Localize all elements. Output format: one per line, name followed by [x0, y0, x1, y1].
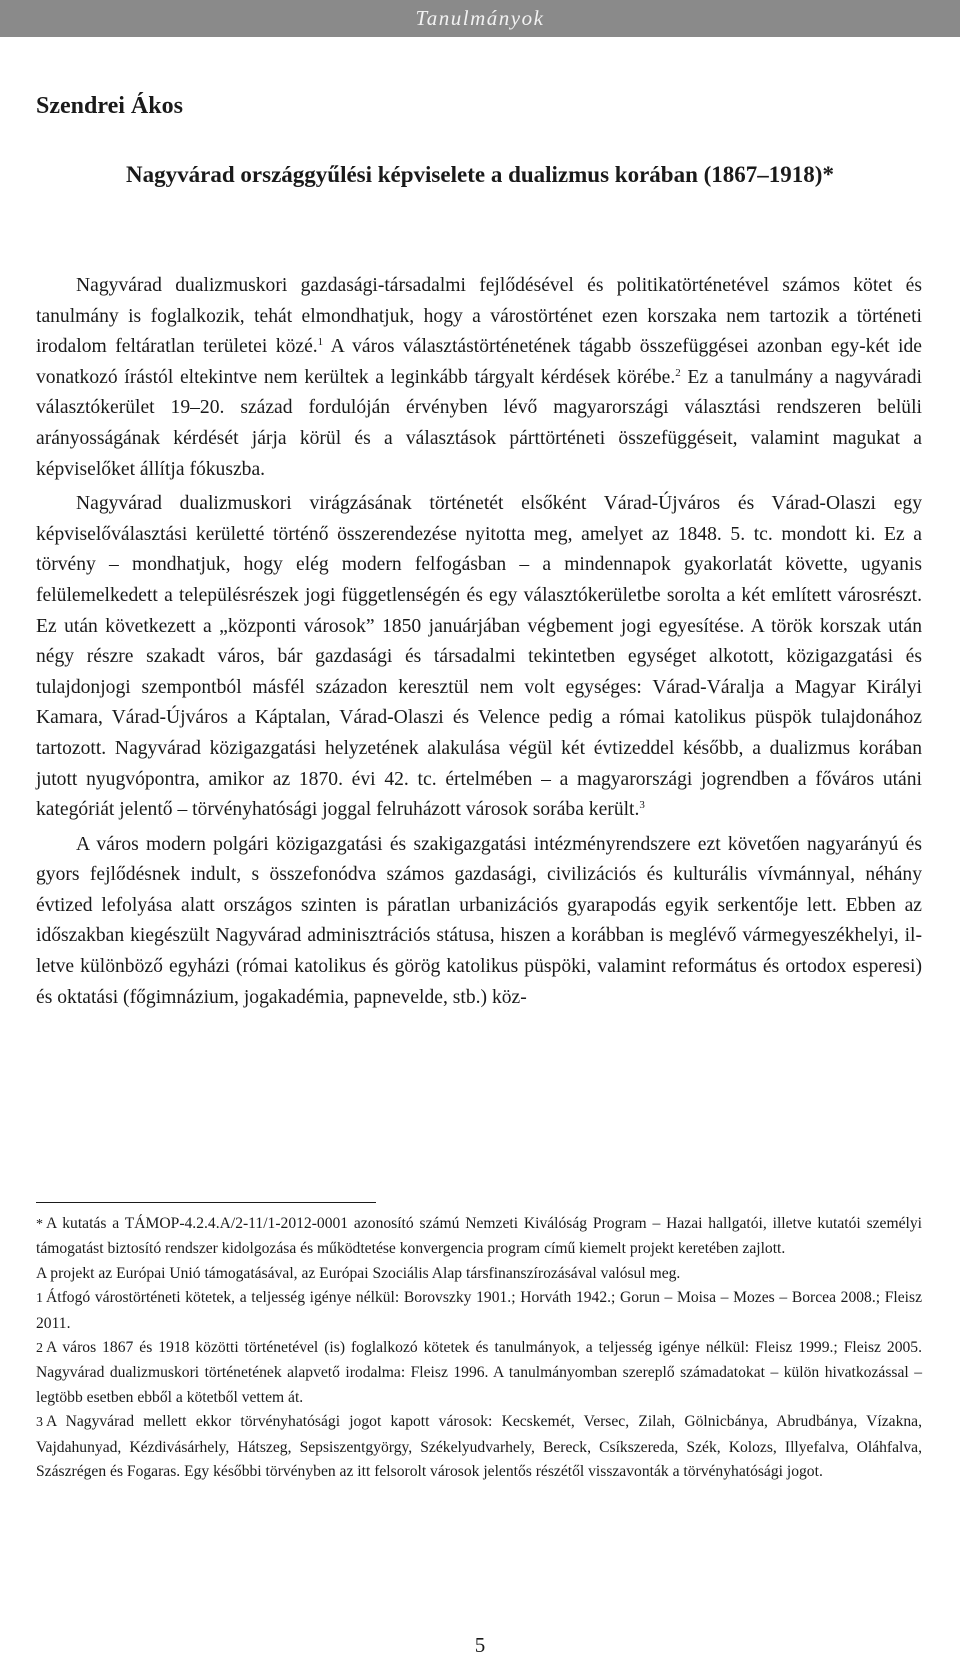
p2-text-a: Nagyvárad dualizmuskori virágzásának történetét elsőként Várad-Újváros és Várad-Olaszi egy képviselőválasztási kerületté történő összerendezése nyitotta meg, amelyet az 1848. 5. tc. mondott ki. Ez a törvény – mondhatjuk, hogy elég modern felfogásban – a mindennapok gyakorlatát követte, ugyanis felülemelkedett a településrészek jogi függetlenségén és egy választókerületbe sorolta a két említett városrészt. Ez után következett a „központi városok” 1850 januárjában végbement jogi egyesítése. A török korszak után négy részre szakadt város, bár gazdasági és társadalmi tekintetben egységet alkotott, közigazgatási és tulajdonjogi szempontból másfél századon keresztül nem volt egységes: Várad-Váralja a Magyar Királyi Kamara, Várad-Újváros a Káptalan, Várad-Olaszi és Velence pedig a római katolikus püspök tulajdonához tartozott. Nagyvárad közigazgatási helyzetének alakulása végül két évtizeddel később, a dualizmus korában jutott nyugvópontra, amikor az 1870. évi 42. tc. értelmében – a magyarországi jogrendben a főváros utáni kategóriát jelentő – törvényhatósági joggal felruházott városok sorába került.: [36, 493, 922, 821]
footnote-separator: [36, 1202, 376, 1203]
footnotes: [36, 1212, 922, 1484]
footnote-1-text: Átfogó várostörténeti kötetek, a teljesség igénye nélkül: Borovszky 1901.; Horváth 1942.; Gorun – Moisa – Mozes – Borcea 2008.; Fleisz 2011.: [36, 1289, 922, 1332]
body-paragraph-1: [36, 271, 922, 485]
p1-text-b: A város választástörténetének tágabb összefüggései azonban egy-két ide vonatkozó írástól eltekintve nem kerültek a leginkább tárgyalt kérdések körébe.: [36, 336, 922, 388]
footnote-1: [36, 1286, 922, 1336]
page-number: 5: [474, 1633, 486, 1657]
footnote-3: [36, 1410, 922, 1484]
footnote-star-mark: *: [36, 1217, 43, 1232]
footnote-1-mark: 1: [36, 1291, 43, 1307]
footnote-star: [36, 1212, 922, 1262]
running-header-title: Tanulmányok: [415, 6, 545, 30]
footnote-ref-1[interactable]: 1: [317, 336, 324, 349]
p1-text-c: Ez a tanulmány a nagyváradi választókerület 19–20. század fordulóján érvényben lévő magyarországi választási rendszeren belüli arányosságának kérdését járja körül és a választások párttörténeti összefüggéseit, valamint magukat a képviselőket állítja fókuszba.: [36, 366, 922, 480]
article-author: Szendrei Ákos: [36, 93, 183, 119]
footnote-star-text: A kutatás a TÁMOP-4.2.4.A/2-11/1-2012-0001 azonosító számú Nemzeti Kiválóság Program – Hazai hallgatói, illetve kutatói személyi támogatást biztosító rendszer kidolgozása és működtetése konvergencia program című kiemelt projekt keretében zajlott.: [36, 1215, 922, 1258]
footnote-ref-2[interactable]: 2: [675, 366, 681, 379]
p3-text-a: A város modern polgári közigazgatási és szakigazgatási intézményrendszere ezt követően nagyarányú és gyors fejlődésnek indult, s összefonódva számos gazdasági, civilizációs és kulturális vívmánnyal, néhány évtized lefolyása alatt országos szinten is páratlan urbanizációs gyarapodás egyik serkentője lett. Ebben az időszakban kiegészült Nagyvárad adminisztrációs státusa, hiszen a korábban is meglévő vármegyeszékhelyi, illetve különböző egyházi (római katolikus és görög katolikus püspöki, valamint református és ortodox esperesi) és oktatási (főgimnázium, jogakadémia, papnevelde, stb.) köz-: [36, 833, 922, 1008]
footnote-3-text: A Nagyvárad mellett ekkor törvényhatósági jogot kapott városok: Kecskemét, Versec, Zilah, Gölnicbánya, Abrudbánya, Vízakna, Vajdahunyad, Kézdivásárhely, Hátszeg, Sepsiszentgyörgy, Székelyudvarhely, Bereck, Csíkszereda, Szék, Kolozs, Illyefalva, Oláhfalva, Szászrégen és Fogaras. Egy későbbi törvényben az itt felsorolt városok jelentős részétől visszavonták a törvényhatósági jogot.: [36, 1413, 922, 1481]
footnote-2-mark: 2: [36, 1341, 43, 1357]
body-paragraph-2: [36, 489, 922, 826]
p1-text-a: Nagyvárad dualizmuskori gazdasági-társadalmi fejlődésével és politikatörténetével számos kötet és tanulmány is foglalkozik, tehát elmondhatjuk, hogy a várostörténet ezen korszaka nem tartozik a történeti irodalom feltáratlan területei közé.: [36, 275, 922, 358]
article-title: [0, 162, 960, 188]
footnote-2-text: A város 1867 és 1918 közötti történetével (is) foglalkozó kötetek és tanulmányok, a teljesség igénye nélkül: Fleisz 1999.; Fleisz 2005. Nagyvárad dualizmuskori történetének alapvető irodalma: Fleisz 1996. A tanulmányomban szereplő számadatokat – külön hivatkozással – legtöbb esetben ebből a kötetből vettem át.: [36, 1339, 922, 1406]
footnote-2: [36, 1336, 922, 1410]
body-paragraph-3: [36, 830, 922, 1014]
running-header-band: [0, 0, 960, 37]
article-title-text: Nagyvárad országgyűlési képviselete a dualizmus korában (1867–1918): [126, 162, 823, 187]
title-footnote-mark[interactable]: *: [822, 162, 834, 187]
footnote-3-mark: 3: [36, 1415, 43, 1431]
footnote-eu-note: A projekt az Európai Unió támogatásával, az Európai Szociális Alap társfinanszírozásával valósul meg.: [36, 1264, 681, 1282]
footnote-ref-3[interactable]: 3: [639, 799, 645, 812]
article-body: [36, 271, 922, 1017]
